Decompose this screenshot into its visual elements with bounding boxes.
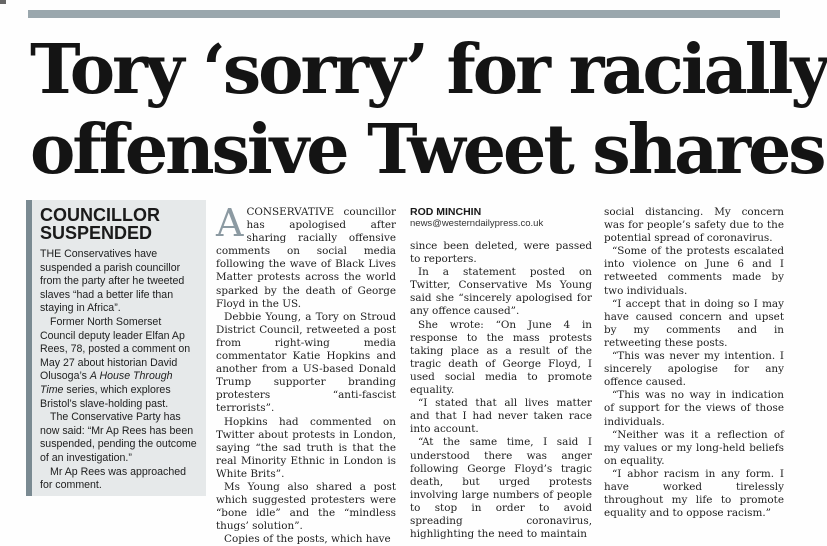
article-paragraph: “At the same time, I said I understood there was anger following George Floyd’s tragic death, but urged protests involving large numbers of people to stop in order to avoid spreading coronavirus, highlighting the need to maintain: [410, 436, 592, 541]
drop-cap: A: [216, 201, 244, 245]
article-paragraph: Debbie Young, a Tory on Stroud District Council, retweeted a post from right-wing media commentator Katie Hopkins and another from a US-based Donald Trump supporter branding protesters “anti-fascist terrorists”.: [216, 310, 396, 415]
headline-line-2: offensive Tweet shares: [30, 110, 824, 190]
byline-name: ROD MINCHIN: [410, 206, 482, 218]
article-column-1: [216, 201, 396, 546]
article-paragraph: “Some of the protests escalated into violence on June 6 and I retweeted comments made by two individuals.: [604, 245, 784, 297]
headline: [30, 30, 827, 190]
sidebar-paragraph: [40, 316, 198, 411]
article-paragraph: Ms Young also shared a post which suggested protesters were “bone idle” and the “mindless thugs’ solution”.: [216, 480, 396, 533]
article-paragraph: In a statement posted on Twitter, Conservative Ms Young said she “sincerely apologised for any offence caused”.: [410, 266, 592, 318]
sidebar-series-title: A House Through Time: [40, 370, 173, 396]
article-paragraph: “I accept that in doing so I may have caused concern and upset by my comments and in retweeting these posts.: [604, 297, 784, 349]
article-paragraph: since been deleted, were passed to reporters.: [410, 240, 592, 266]
sidebar-paragraph: The Conservative Party has now said: “Mr Ap Rees has been suspended, pending the outcome of an investigation.”: [40, 411, 197, 464]
byline-email[interactable]: news@westerndailypress.co.uk: [410, 218, 544, 229]
sidebar-box: [26, 200, 206, 496]
article-paragraph: “This was no way in indication of support for the views of those individuals.: [604, 389, 784, 428]
article-paragraph: social distancing. My concern was for people’s safety due to the potential spread of coronavirus.: [604, 206, 784, 245]
sidebar-title: [40, 206, 198, 242]
top-rule: [28, 10, 780, 18]
article-paragraph: “Neither was it a reflection of my values or my long-held beliefs on equality.: [604, 428, 784, 467]
sidebar-text: series, which explores Bristol’s slave-holding past.: [40, 383, 171, 410]
article-paragraph: Copies of the posts, which have: [224, 533, 391, 546]
article-paragraph: “I abhor racism in any form. I have worked tirelessly throughout my life to promote equality and to oppose racism.”: [604, 467, 784, 520]
article-lead-text: CONSERVATIVE councillor has apologised after sharing racially offensive comments on social media following the wave of Black Lives Matter protests across the world sparked by the death of George Floyd in the US.: [216, 206, 396, 310]
article-paragraph: “This was never my intention. I sincerely apologise for any offence caused.: [604, 350, 784, 389]
article-paragraph: [216, 201, 396, 311]
sidebar-title-line-1: COUNCILLOR: [40, 205, 160, 225]
article-paragraph: Hopkins had commented on Twitter about protests in London, saying “the sad truth is that the real Minority Ethnic in London is White Brits”.: [216, 415, 396, 480]
article-column-3: [604, 206, 784, 520]
sidebar-paragraph: Mr Ap Rees was approached for comment.: [40, 465, 187, 492]
sidebar-text: Former North Somerset Council deputy leader Elfan Ap Rees, 78, posted a comment on May 27 about historian David Olusoga’s: [40, 315, 191, 383]
article-paragraph: “I stated that all lives matter and that I had never taken race into account.: [410, 397, 592, 436]
page-corner-mark: [0, 0, 6, 4]
article-paragraph: She wrote: “On June 4 in response to the mass protests taking place as a result of the tragic death of George Floyd, I used social media to promote equality.: [410, 318, 592, 397]
headline-line-1: Tory ‘sorry’ for racially: [30, 30, 827, 110]
sidebar-paragraph: THE Conservatives have suspended a parish councillor from the party after he tweeted slaves “had a better life than staying in Africa”.: [40, 248, 185, 315]
article-column-2: [410, 206, 592, 541]
sidebar-title-line-2: SUSPENDED: [40, 223, 153, 243]
